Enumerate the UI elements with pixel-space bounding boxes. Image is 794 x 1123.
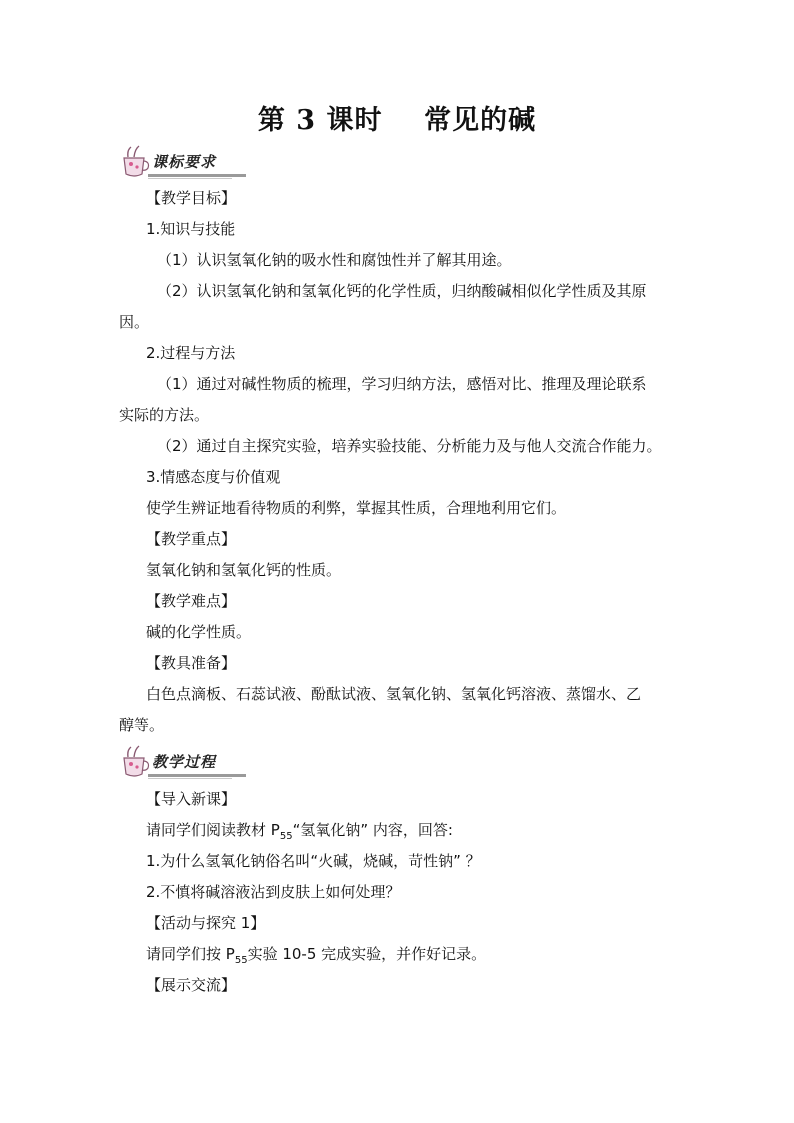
question-2: 2.不慎将碱溶液沾到皮肤上如何处理？	[146, 883, 401, 901]
objective-2a-line2: 实际的方法。	[119, 406, 210, 424]
intro-text-pre: 请同学们阅读教材 P	[146, 821, 280, 839]
key-points-text: 氢氧化钠和氢氧化钙的性质。	[146, 561, 342, 579]
activity-heading: 【活动与探究 1】	[146, 914, 266, 932]
section-badge-process	[118, 744, 248, 780]
objective-1a: （1）认识氢氧化钠的吸水性和腐蚀性并了解其用途。	[157, 251, 512, 269]
difficult-points-text: 碱的化学性质。	[146, 623, 252, 641]
page-title: 第 3 课时 常见的碱	[257, 105, 537, 136]
badge-underline-thin	[148, 178, 232, 179]
key-points-heading: 【教学重点】	[146, 530, 237, 548]
attitude-values-heading: 3.情感态度与价值观	[146, 468, 281, 486]
activity-text-post: 实验 10-5 完成实验，并作好记录。	[247, 945, 487, 963]
question-1: 1.为什么氢氧化钠俗名叫“火碱，烧碱，苛性钠” ？	[146, 852, 481, 870]
tools-line1: 白色点滴板、石蕊试液、酚酞试液、氢氧化钠、氢氧化钙溶液、蒸馏水、乙	[146, 685, 642, 703]
badge-underline	[148, 774, 246, 777]
intro-heading: 【导入新课】	[146, 790, 237, 808]
difficult-points-heading: 【教学难点】	[146, 592, 237, 610]
tools-heading: 【教具准备】	[146, 654, 237, 672]
badge-underline-thin	[148, 778, 232, 779]
tools-line2: 醇等。	[119, 716, 165, 734]
section-badge-requirements	[118, 144, 248, 180]
teacup-icon	[118, 744, 152, 780]
objective-2b: （2）通过自主探究实验，培养实验技能、分析能力及与他人交流合作能力。	[157, 437, 662, 455]
teacup-icon	[118, 144, 152, 180]
badge-label: 教学过程	[152, 753, 217, 771]
intro-text	[146, 819, 453, 841]
objective-2a-line1: （1）通过对碱性物质的梳理，学习归纳方法，感悟对比、推理及理论联系	[157, 375, 647, 393]
attitude-values-text: 使学生辨证地看待物质的利弊，掌握其性质，合理地利用它们。	[146, 499, 567, 517]
activity-text-pre: 请同学们按 P	[146, 945, 235, 963]
knowledge-skills-heading: 1.知识与技能	[146, 220, 236, 238]
show-exchange-heading: 【展示交流】	[146, 976, 237, 994]
objective-1b-line2: 因。	[119, 313, 150, 331]
badge-underline	[148, 174, 246, 177]
process-method-heading: 2.过程与方法	[146, 344, 236, 362]
intro-text-post: “氢氧化钠” 内容，回答:	[292, 821, 453, 839]
page-ref-subscript: 55	[279, 831, 293, 842]
objective-1b-line1: （2）认识氢氧化钠和氢氧化钙的化学性质，归纳酸碱相似化学性质及其原	[157, 282, 647, 300]
page-ref-subscript: 55	[234, 955, 248, 966]
badge-label: 课标要求	[152, 153, 217, 171]
objectives-heading: 【教学目标】	[146, 189, 237, 207]
activity-text	[146, 943, 486, 965]
